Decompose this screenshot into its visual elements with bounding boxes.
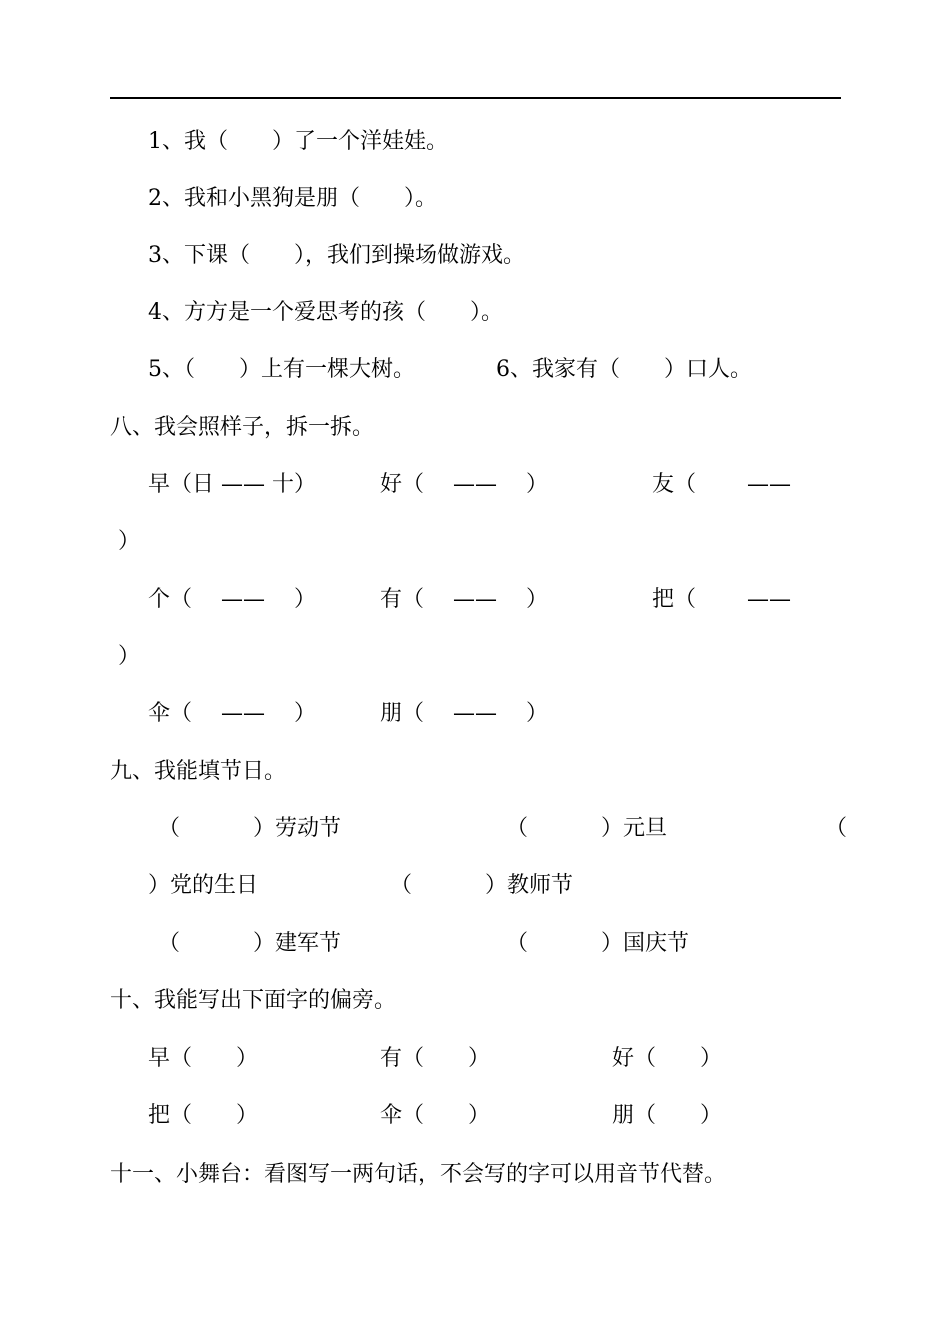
holiday-party: ）党的生日	[148, 873, 259, 898]
radical-ba: 把（ ）	[148, 1103, 259, 1128]
split-item-you: 友（ ——	[652, 472, 791, 497]
radical-you: 有（ ）	[380, 1046, 491, 1071]
holiday-labor: （ ）劳动节	[158, 816, 341, 841]
split-item-ge: 个（ —— ）	[148, 587, 316, 612]
fill-item-2: 2、我和小黑狗是朋（ ）。	[148, 186, 437, 211]
split-item-zao: 早（日 —— 十）	[148, 472, 316, 497]
radical-hao: 好（ ）	[612, 1046, 723, 1071]
fill-item-1: 1、我（ ）了一个洋娃娃。	[148, 129, 448, 154]
split-item-you2: 有（ —— ）	[380, 587, 548, 612]
fill-item-5: 5、（ ）上有一棵大树。	[148, 357, 415, 382]
fill-item-4: 4、方方是一个爱思考的孩（ ）。	[148, 300, 503, 325]
split-item-hao: 好（ —— ）	[380, 472, 548, 497]
header-rule	[110, 97, 841, 99]
split-item-ba: 把（ ——	[652, 587, 791, 612]
radical-san: 伞（ ）	[380, 1103, 491, 1128]
holiday-newyear: （ ）元旦	[506, 816, 667, 841]
split-wrap-2: ）	[118, 644, 141, 669]
section-10-heading: 十、我能写出下面字的偏旁。	[110, 988, 397, 1013]
holiday-party-open: （	[825, 816, 848, 841]
section-8-heading: 八、我会照样子，拆一拆。	[110, 415, 375, 440]
holiday-national: （ ）国庆节	[506, 931, 689, 956]
radical-zao: 早（ ）	[148, 1046, 259, 1071]
split-item-peng: 朋（ —— ）	[380, 701, 548, 726]
section-9-heading: 九、我能填节日。	[110, 759, 287, 784]
holiday-teacher: （ ）教师节	[390, 873, 573, 898]
holiday-army: （ ）建军节	[158, 931, 341, 956]
radical-peng: 朋（ ）	[612, 1103, 723, 1128]
fill-item-6: 6、我家有（ ）口人。	[496, 357, 752, 382]
split-item-san: 伞（ —— ）	[148, 701, 316, 726]
section-11-heading: 十一、小舞台：看图写一两句话，不会写的字可以用音节代替。	[110, 1162, 727, 1187]
split-wrap-1: ）	[118, 529, 141, 554]
fill-item-3: 3、下课（ ），我们到操场做游戏。	[148, 243, 525, 268]
